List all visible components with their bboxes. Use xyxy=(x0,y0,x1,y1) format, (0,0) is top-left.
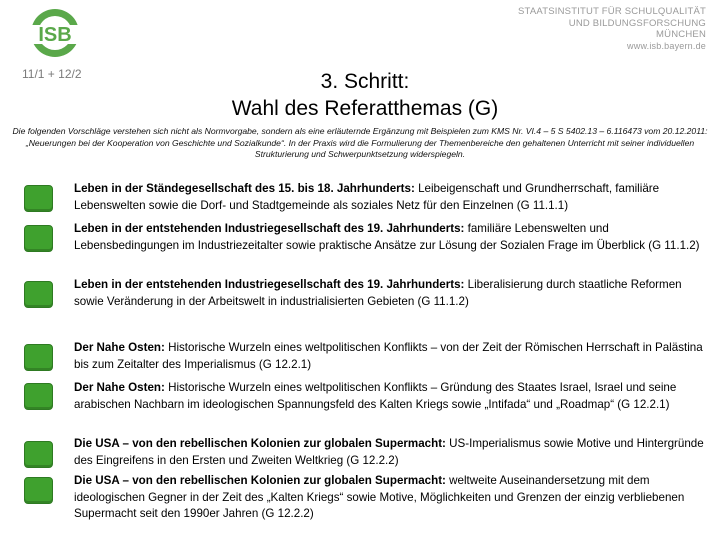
topic-text: Historische Wurzeln eines weltpolitischen Konflikts – Gründung des Staates Israel, Israel und seine arabischen Nachbarn im ideologischen Spannungsfeld des Kalten Kriegs sowie „Intifada“ und „Roadmap“ (G 12.2.1) xyxy=(74,381,677,411)
topic-checkbox[interactable] xyxy=(24,383,53,410)
title-line-1: 3. Schritt: xyxy=(320,70,410,93)
topic-item xyxy=(74,221,706,254)
institute-line-3: MÜNCHEN xyxy=(656,29,706,40)
topic-item xyxy=(74,436,706,469)
topic-heading: Die USA – von den rebellischen Kolonien zur globalen Supermacht: xyxy=(74,474,446,487)
topic-checkbox[interactable] xyxy=(24,281,53,308)
slide-number: 11/1 + 12/2 xyxy=(22,67,82,81)
topic-checkbox[interactable] xyxy=(24,344,53,371)
topic-checkbox[interactable] xyxy=(24,185,53,212)
topic-text: US-Imperialismus sowie Motive und Hintergründe des Eingreifens in den Ersten und Zweiten Weltkrieg (G 12.2.2) xyxy=(74,437,704,467)
topic-checkbox[interactable] xyxy=(24,441,53,468)
topic-text: weltweite Auseinandersetzung mit dem ideologischen Gegner in der Zeit des „Kalten Kriegs“ sowie Motive, Möglichkeiten und Grenzen der einzig verbliebenen Supermacht seit den 1990er Jahren (G 12.2.2) xyxy=(74,474,685,520)
title-line-2: Wahl des Referatthemas (G) xyxy=(231,97,499,120)
topic-heading: Die USA – von den rebellischen Kolonien zur globalen Supermacht: xyxy=(74,437,446,450)
topic-item xyxy=(74,277,706,310)
institute-line-1: STAATSINSTITUT FÜR SCHULQUALITÄT xyxy=(518,6,706,17)
topic-heading: Der Nahe Osten: xyxy=(74,381,165,394)
institute-name xyxy=(518,6,706,52)
logo-text: ISB xyxy=(38,24,72,46)
intro-paragraph: Die folgenden Vorschläge verstehen sich nicht als Normvorgabe, sondern als eine erläuternde Ergänzung mit Beispielen zum KMS Nr. VI.4 – 5 S 5402.13 – 6.116473 vom 20.12.2011: „Neuerungen bei der Kooperation von Geschichte und Sozialkunde“. In der Praxis wird die Formulierung der Themenbereiche den gehaltenen Unterricht mit seiner individuellen Strukturierung und Schwerpunktsetzung widerspiegeln. xyxy=(12,126,708,159)
topic-checkbox[interactable] xyxy=(24,225,53,252)
isb-logo xyxy=(22,5,88,65)
topic-heading: Leben in der entstehenden Industriegesellschaft des 19. Jahrhunderts: xyxy=(74,222,465,235)
institute-line-2: UND BILDUNGSFORSCHUNG xyxy=(568,17,706,29)
topic-heading: Der Nahe Osten: xyxy=(74,341,165,354)
topic-item xyxy=(74,181,706,214)
topic-item xyxy=(74,473,706,523)
topic-heading: Leben in der entstehenden Industriegesellschaft des 19. Jahrhunderts: xyxy=(74,278,465,291)
topic-item xyxy=(74,340,706,373)
page-title xyxy=(190,68,540,122)
topic-text: Leibeigenschaft und Grundherrschaft, familiäre Lebenswelten sowie die Dorf- und Stadtgemeinde als soziales Netz für den Einzelnen (G 11.1.1) xyxy=(74,182,660,212)
topic-item xyxy=(74,380,706,413)
topic-text: familiäre Lebenswelten und Lebensbedingungen im Industriezeitalter sowie praktische Ansätze zur Lösung der Sozialen Frage im Überblick (G 11.1.2) xyxy=(74,222,700,252)
topic-text: Historische Wurzeln eines weltpolitischen Konflikts – von der Zeit der Römischen Herrschaft in Palästina bis zum Zeitalter des Imperialismus (G 12.2.1) xyxy=(74,341,703,371)
topic-text: Liberalisierung durch staatliche Reformen sowie Veränderung in der Arbeitswelt in industrialisierten Gebieten (G 11.1.2) xyxy=(74,278,682,308)
institute-website: www.isb.bayern.de xyxy=(627,40,706,51)
topic-checkbox[interactable] xyxy=(24,477,53,504)
topic-heading: Leben in der Ständegesellschaft des 15. bis 18. Jahrhunderts: xyxy=(74,182,415,195)
